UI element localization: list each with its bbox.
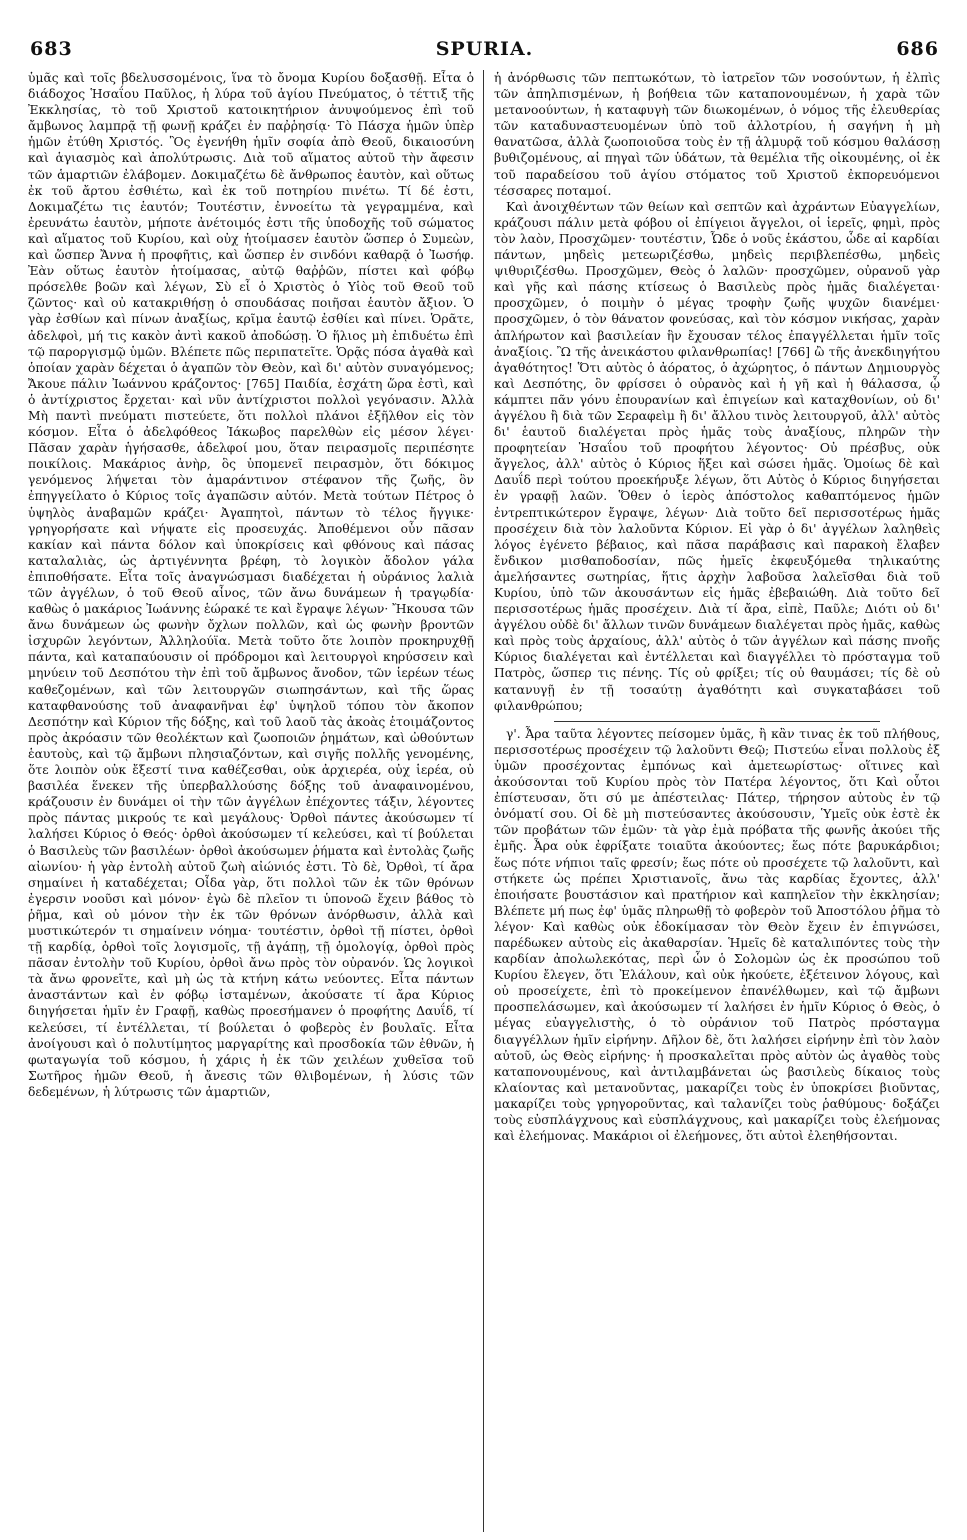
right-paragraph-2: Καὶ ἀνοιχθέντων τῶν θείων καὶ σεπτῶν καὶ ἀχράντων Εὐαγγελίων, κράζουσι πάλιν μετὰ φόβου οἱ ἐπίγειοι ἄγγελοι, οἱ ἱερεῖς, φημὶ, πρὸς τὸν λαὸν, Προσχῶμεν· τουτέστιν, Ὧδε ὁ νοῦς ἑκάστου, ὧδε αἱ καρδίαι πάντων, μηδεὶς μετεωριζέσθω, μηδεὶς περιβλεπέσθω, μηδεὶς ψιθυριζέσθω. Προσχῶμεν, Θεὸς ὁ λαλῶν· προσχῶμεν, οὐρανοῦ γὰρ καὶ γῆς καὶ πάσης κτίσεως ὁ Βασιλεὺς πρὸς ἡμᾶς διαλέγεται· προσχῶμεν, ὁ ποιμὴν ὁ μέγας τροφὴν ζωῆς ψυχῶν διανέμει· προσχῶμεν, ὁ τὸν θάνατον φονεύσας, καὶ τὸν κόσμον νικήσας, χαρὰν ἀπλήρωτον καὶ βασιλείαν ἣν ἔχουσαν τέλος ἐπαγγέλλεται ἡμῖν τοῖς ἀναξίοις. Ὢ τῆς ἀνεικάστου φιλανθρωπίας! [766] ὢ τῆς ἀνεκδιηγήτου ἀγαθότητος! Ὅτι αὐτὸς ὁ ἀόρατος, ὁ ἀχώρητος, ὁ πάντων Δημιουργὸς καὶ Δεσπότης, ὃν φρίσσει ὁ οὐρανὸς καὶ ἡ γῆ καὶ ἡ θάλασσα, ᾧ κάμπτει πᾶν γόνυ ἐπουρανίων καὶ ἐπιγείων καὶ καταχθονίων, οὐ δι' ἀγγέλου ἢ διὰ τῶν Σεραφεὶμ ἢ δι' ἄλλου τινὸς λειτουργοῦ, ἀλλ' αὐτὸς δι' ἑαυτοῦ διαλέγεται πρὸς ἡμᾶς τοὺς ἀναξίους, πληρῶν τὴν προφητείαν Ἡσαΐου τοῦ προφήτου λέγοντος· Οὐ πρέσβυς, οὐκ ἄγγελος, ἀλλ' αὐτὸς ὁ Κύριος ἥξει καὶ σώσει ἡμᾶς. Ὁμοίως δὲ καὶ Δαυΐδ περὶ τούτου προεκήρυξε λέγων, ὅτι Αὐτὸς ὁ Κύριος διηγήσεται ἐν γραφῇ λαῶν. Ὅθεν ὁ ἱερὸς ἀπόστολος καθαπτόμενος ἡμῶν ἐντρεπτικώτερον ἔγραψε, λέγων· Διὰ τοῦτο δεῖ περισσοτέρως ἡμᾶς προσέχειν διὰ τὸν λαλοῦντα Κύριον. Εἰ γὰρ ὁ δι' ἀγγέλων λαληθεὶς λόγος ἐγένετο βέβαιος, καὶ πᾶσα παράβασις καὶ παρακοὴ ἔλαβεν ἔνδικον μισθαποδοσίαν, πῶς ἡμεῖς ἐκφευξόμεθα τηλικαύτης ἀμελήσαντες σωτηρίας, ἥτις ἀρχὴν λαβοῦσα λαλεῖσθαι διὰ τοῦ Κυρίου, ὑπὸ τῶν ἀκουσάντων εἰς ἡμᾶς ἐβεβαιώθη. Διὰ τοῦτο δεῖ περισσοτέρως ἡμᾶς προσέχειν. Διὰ τί ἄρα, εἰπὲ, Παῦλε; Διότι οὐ δι' ἀγγέλου οὐδὲ δι' ἄλλων τινῶν δυνάμεων διαλέγεται πρὸς ἡμᾶς, καθὼς καὶ πρὸς τοὺς ἀρχαίους, ἀλλ' αὐτὸς ὁ τῶν ἀγγέλων καὶ πάσης πνοῆς Κύριος διαλέγεται καὶ ἐντέλλεται καὶ διαγγέλλει τὸ πρόσταγμα τοῦ Πατρὸς, ὥσπερ τις πένης. Τίς οὐ φρίξει; τίς οὐ θαυμάσει; τίς δὲ οὐ κατανυγῇ ἐν τῇ τοσαύτῃ ἀγαθότητι καὶ συγκαταβάσει τοῦ φιλανθρώπου; (494, 199, 940, 713)
left-paragraph-1: ὑμᾶς καὶ τοῖς βδελυσσομένοις, ἵνα τὸ ὄνομα Κυρίου δοξασθῇ. Εἶτα ὁ διάδοχος Ἡσαΐου Παῦλος, ἡ λύρα τοῦ ἁγίου Πνεύματος, ὁ τέττιξ τῆς Ἐκκλησίας, τὸ τοῦ Χριστοῦ κατοικητήριον ἀνυψούμενος ἐπὶ τοῦ ἄμβωνος λαμπρᾷ τῇ φωνῇ κράζει ἐν παῤῥησίᾳ· Τὸ Πάσχα ἡμῶν ὑπὲρ ἡμῶν ἐτύθη Χριστός. Ὃς ἐγενήθη ἡμῖν σοφία ἀπὸ Θεοῦ, δικαιοσύνη καὶ ἁγιασμὸς καὶ ἀπολύτρωσις. Διὰ τοῦ αἵματος αὐτοῦ τὴν ἄφεσιν τῶν ἁμαρτιῶν ἐλάβομεν. Δοκιμαζέτω δὲ ἄνθρωπος ἑαυτὸν, καὶ οὕτως ἐκ τοῦ ἄρτου ἐσθιέτω, καὶ ἐκ τοῦ ποτηρίου πινέτω. Τί δέ ἐστι, Δοκιμαζέτω τις ἑαυτόν; Τουτέστιν, ἐννοείτω τὰ γεγραμμένα, καὶ ἐρευνάτω ἑαυτὸν, μήποτε ἀνέτοιμός ἐστι τῆς ὑποδοχῆς τοῦ σώματος καὶ αἵματος τοῦ Κυρίου, καὶ οὐχ ἡτοίμασεν ἑαυτὸν ὥσπερ ὁ Συμεὼν, καὶ ὥσπερ Ἄννα ἡ προφῆτις, καὶ ὥσπερ ἐν σινδόνι καθαρᾷ ὁ Ἰωσήφ. Ἐὰν οὕτως ἑαυτὸν ἡτοίμασας, αὐτῷ θαῤῥῶν, πίστει καὶ φόβῳ πρόσελθε βοῶν καὶ λέγων, Σὺ εἶ ὁ Χριστὸς ὁ Υἱὸς τοῦ Θεοῦ τοῦ ζῶντος· καὶ οὐ κατακριθήσῃ ὁ σπουδάσας ποιῆσαι ἑαυτὸν ἄξιον. Ὁ γὰρ ἐσθίων καὶ πίνων ἀναξίως, κρῖμα ἑαυτῷ ἐσθίει καὶ πίνει. Ὁρᾶτε, ἀδελφοὶ, μή τις κακὸν ἀντὶ κακοῦ ἀποδώσῃ. Ὁ ἥλιος μὴ ἐπιδυέτω ἐπὶ τῷ παροργισμῷ ὑμῶν. Βλέπετε πῶς περιπατεῖτε. Ὁρᾷς πόσα ἀγαθὰ καὶ ὁποίαν χαρὰν δέχεται ὁ ἀγαπῶν τὸν Θεὸν, καὶ δι' αὐτὸν συναγόμενος; Ἄκουε πάλιν Ἰωάννου κράζοντος· [765] Παιδία, ἐσχάτη ὥρα ἐστὶ, καὶ ὁ ἀντίχριστος ἔρχεται· καὶ νῦν ἀντίχριστοι πολλοὶ γεγόνασιν. Ἀλλὰ Μὴ παντὶ πνεύματι πιστεύετε, ὅτι πολλοὶ πλάνοι ἐξῆλθον εἰς τὸν κόσμον. Εἶτα ὁ ἀδελφόθεος Ἰάκωβος παρελθὼν εἰς μέσον λέγει· Πᾶσαν χαρὰν ἡγήσασθε, ἀδελφοί μου, ὅταν πειρασμοῖς περιπέσητε ποικίλοις. Μακάριος ἀνὴρ, ὃς ὑπομενεῖ πειρασμὸν, ὅτι δόκιμος γενόμενος λήψεται τὸν ἀμαράντινον στέφανον τῆς ζωῆς, ὃν ἐπηγγείλατο ὁ Κύριος τοῖς ἀγαπῶσιν αὐτόν. Μετὰ τούτων Πέτρος ὁ ὑψηλὸς ἀναβαμῶν κράζει· Ἀγαπητοὶ, πάντων τὸ τέλος ἤγγικε· γρηγορήσατε καὶ νήψατε εἰς προσευχάς. Ἀποθέμενοι οὖν πᾶσαν κακίαν καὶ πάντα δόλον καὶ ὑποκρίσεις καὶ φθόνους καὶ πάσας καταλαλιὰς, ὡς ἀρτιγέννητα βρέφη, τὸ λογικὸν ἄδολον γάλα ἐπιποθήσατε. Εἶτα τοῖς ἀναγνώσμασι διαδέχεται ἡ οὐράνιος λαλιὰ τῶν ἀγγέλων, ὁ τοῦ Θεοῦ αἶνος, τῶν ἄνω δυνάμεων ἡ τραγῳδία· καθὼς ὁ μακάριος Ἰωάννης ἑώρακέ τε καὶ ἔγραψε λέγων· Ἤκουσα τῶν ἄνω δυνάμεων ὡς φωνὴν ὄχλων πολλῶν, καὶ ὡς φωνὴν βροντῶν ἰσχυρῶν λεγόντων, Ἀλληλούϊα. Μετὰ τοῦτο ὅτε λοιπὸν προκηρυχθῇ πάντα, καὶ καταπαύουσιν οἱ πρόδρομοι καὶ λειτουργοὶ κηρύσσειν καὶ μηνύειν τοῦ Δεσπότου τὴν ἐπὶ τοῦ ἄμβωνος ἄνοδον, τῶν ἱερέων τέως καθεζομένων, καὶ τῶν λειτουργῶν σιωπησάντων, καὶ τῆς ὥρας καταφθανούσης τοῦ ἀναφανῆναι ἐφ' ὑψηλοῦ τόπου τὸν ἄκοπον Δεσπότην καὶ Κύριον τῆς δόξης, καὶ τοῦ λαοῦ τὰς ἀκοὰς ἑτοιμάζοντος πρὸς ἀκρόασιν τῶν θεολέκτων καὶ ζωοποιῶν ῥημάτων, καὶ ὠθούντων ἑαυτοὺς, καὶ τῷ ἄμβωνι πλησιαζόντων, καὶ σιγῆς πολλῆς γενομένης, ὅτε λοιπὸν οὐκ ἔξεστί τινα καθέζεσθαι, οὐκ ἀρχιερέα, οὐχ ἱερέα, οὐ βασιλέα ἕνεκεν τῆς ὑπερβαλλούσης δόξης τοῦ ἀναφαινομένου, κράζουσιν ἐν δυνάμει οἱ τὴν τῶν ἀγγέλων ἐπέχοντες τάξιν, λέγοντες πρὸς πάντας μικρούς τε καὶ μεγάλους· Ὀρθοὶ πάντες ἀκούσωμεν τί λαλήσει Κύριος ὁ Θεός· ὀρθοὶ ἀκούσωμεν τί κελεύσει, καὶ τί βούλεται ὁ Βασιλεὺς τῶν βασιλέων· ὀρθοὶ ἀκούσωμεν ῥήματα καὶ ἐντολὰς ζωῆς αἰωνίου· ἡ γὰρ ἐντολὴ αὐτοῦ ζωὴ αἰώνιός ἐστι. Τὸ δὲ, Ὀρθοὶ, τί ἄρα σημαίνει ἡ καταδέχεται; Οἶδα γὰρ, ὅτι πολλοὶ τῶν ἐκ τῶν θρόνων ἐγερσιν νοοῦσι καὶ μόνον· ἐγὼ δὲ πλεῖον τι ὑπονοῶ ἔχειν βάθος τὸ ῥῆμα, καὶ οὐ μόνον τὴν ἐκ τῶν θρόνων ἀνόρθωσιν, ἀλλὰ καὶ μυστικώτερόν τι σημαίνειν νόημα· τουτέστιν, ὀρθοὶ τῇ πίστει, ὀρθοὶ τῇ καρδίᾳ, ὀρθοὶ τοῖς λογισμοῖς, τῇ ἀγάπῃ, τῇ ὁμολογίᾳ, ὀρθοὶ πρὸς πᾶσαν ἐντολὴν τοῦ Κυρίου, ὀρθοὶ ἄνω πρὸς τὸν οὐρανόν. Ὡς λογικοὶ τὰ ἄνω φρονεῖτε, καὶ μὴ ὡς τὰ κτήνη κάτω νεύοντες. Εἶτα πάντων ἀναστάντων καὶ ἐν φόβῳ ἱσταμένων, ἀκούσατε τί ἄρα Κύριος διηγήσεται ἡμῖν ἐν Γραφῇ, καθὼς προεσήμανεν ὁ προφήτης Δαυΐδ, τί κελεύσει, τί ἐντέλλεται, τί βούλεται ὁ φοβερὸς ἐν βουλαῖς. Εἶτα ἀνοίγουσι καὶ ὁ πολυτίμητος μαργαρίτης καὶ προσδοκία τῶν ἐθνῶν, ἡ φωταγωγία τοῦ κόσμου, ἡ χάρις ἡ ἐκ τῶν χειλέων χυθεῖσα τοῦ Σωτῆρος ἡμῶν Θεοῦ, ἡ ἄνεσις τῶν θλιβομένων, ἡ λύσις τῶν δεδεμένων, ἡ λύτρωσις τῶν ἁμαρτιῶν, (28, 71, 474, 1099)
running-title: SPURIA. (435, 38, 534, 60)
left-text-column (28, 70, 474, 1532)
right-text-column (494, 70, 940, 1532)
right-paragraph-1: ἡ ἀνόρθωσις τῶν πεπτωκότων, τὸ ἰατρεῖον τῶν νοσούντων, ἡ ἐλπὶς τῶν ἀπηλπισμένων, ἡ βοήθεια τῶν καταπονουμένων, ἡ χαρὰ τῶν μετανοούντων, ἡ καταφυγὴ τῶν διωκομένων, ὁ νόμος τῆς ἐλευθερίας τῶν καταδυναστευομένων ὑπὸ τοῦ ἀλλοτρίου, ἡ σαγήνη ἡ μὴ θανατῶσα, ἀλλὰ ζωοποιοῦσα τοὺς ἐν τῇ ἁλμυρᾷ τοῦ κόσμου θαλάσσῃ βυθιζομένους, αἱ πηγαὶ τῶν ὑδάτων, τὰ θεμέλια τῆς οἰκουμένης, οἱ ἐκ τοῦ παραδείσου τοῦ ἁγίου στόματος τοῦ Χριστοῦ ἐκπορευόμενοι τέσσαρες ποταμοί. (494, 71, 940, 198)
page-header (30, 38, 939, 64)
right-paragraph-3: γ'. Ἆρα ταῦτα λέγοντες πείσομεν ὑμᾶς, ἢ κἂν τινας ἐκ τοῦ πλήθους, περισσοτέρως προσέχειν τῷ λαλοῦντι Θεῷ; Πιστεύω εἶναι πολλοὺς ἐξ ὑμῶν προσέχοντας ἐμπόνως καὶ ἀμετεωρίστως· οἵτινες καὶ ἀκούσονται τοῦ Κυρίου πρὸς τὸν Πατέρα λέγοντος, ὅτι Καὶ οὗτοι ἐπίστευσαν, ὅτι σύ με ἀπέστειλας· Πάτερ, τήρησον αὐτοὺς ἐν τῷ ὀνόματί σου. Οἱ δὲ μὴ πιστεύσαντες ἀκούσουσιν, Ὑμεῖς οὐκ ἐστὲ ἐκ τῶν προβάτων τῶν ἐμῶν· τὰ γὰρ ἐμὰ πρόβατα τῆς φωνῆς ἀκούει τῆς ἐμῆς. Ἆρα οὐκ ἐφρίξατε τοιαῦτα ἀκούοντες; ἕως πότε βαρυκάρδιοι; ἕως πότε νήπιοι ταῖς φρεσίν; ἕως πότε οὐ προσέχετε τῷ λαλοῦντι, καὶ στήκετε ὡς πρέπει Χριστιανοῖς, ἄνω τὰς καρδίας ἔχοντες, ἀλλ' ἐποιήσατε βουστάσιον καὶ πρατήριον καὶ καπηλεῖον τὴν ἐκκλησίαν; Βλέπετε μή πως ἐφ' ὑμᾶς πληρωθῇ τὸ φοβερὸν τοῦ Ἀποστόλου ῥῆμα τὸ λέγον· Καὶ καθὼς οὐκ ἐδοκίμασαν τὸν Θεὸν ἔχειν ἐν ἐπιγνώσει, παρέδωκεν αὐτοὺς εἰς ἀκαθαρσίαν. Ἡμεῖς δὲ καταλιπόντες τοὺς τὴν καρδίαν ἀπολωλεκότας, περὶ ὧν ὁ Σολομὼν ὡς ἐκ προσώπου τοῦ Κυρίου ἔλεγεν, ὅτι Ἐλάλουν, καὶ οὐκ ἠκούετε, ἐξέτεινον λόγους, καὶ οὐ προσείχετε, ἐπὶ τὸ προκείμενον ἐπανέλθωμεν, καὶ τῷ ἄμβωνι προσπελάσωμεν, καὶ ἀκούσωμεν τί λαλήσει ἐν ἡμῖν Κύριος ὁ Θεὸς, ὁ μέγας εὐαγγελιστὴς, ὁ τὸ οὐράνιον τοῦ Πατρὸς πρόσταγμα διαγγέλλων ἡμῖν εἰρήνην. Δῆλον δὲ, ὅτι λαλήσει εἰρήνην ἐπὶ τὸν λαὸν αὐτοῦ, ὡς Θεὸς εἰρήνης· ἡ προσκαλεῖται πρὸς αὐτὸν ὡς ἀγαθὸς τοὺς καταπονουμένους, καὶ ἀντιλαμβάνεται ὡς βασιλεὺς δίκαιος τοὺς κλαίοντας καὶ μετανοῦντας, μακαρίζει τοὺς ἐν ὑποκρίσει βιοῦντας, μακαρίζει τοὺς γρηγοροῦντας, καὶ ταλανίζει τοὺς ῥαθύμους· δοξάζει τοὺς εὐσπλάγχνους καὶ εὐσπλάγχνους, καὶ μακαρίζει τοὺς ἐλεήμονας καὶ ἐλεήμονας. Μακάριοι οἱ ἐλεήμονες, ὅτι αὐτοὶ ἐλεηθήσονται. (494, 726, 940, 1144)
section-rule (554, 721, 880, 722)
page-number-left: 683 (30, 38, 73, 60)
column-divider (483, 70, 484, 1532)
page-number-right: 686 (896, 38, 939, 60)
